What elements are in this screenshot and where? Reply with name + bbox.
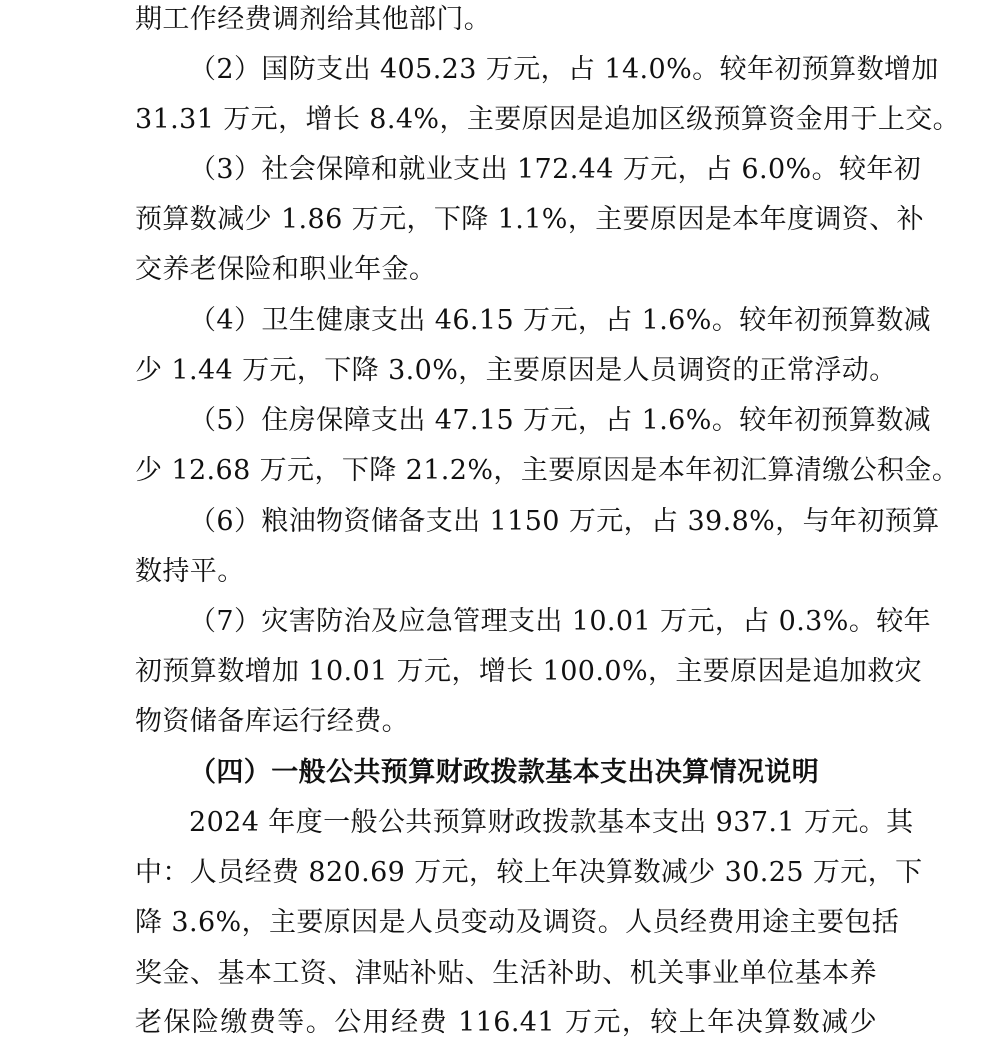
text-line: 老保险缴费等。公用经费 116.41 万元，较上年决算数减少 [135, 1007, 877, 1038]
text-line: 少 12.68 万元，下降 21.2%，主要原因是本年初汇算清缴公积金。 [135, 455, 960, 486]
text-line: 降 3.6%，主要原因是人员变动及调资。人员经费用途主要包括 [135, 907, 900, 938]
text-line: 少 1.44 万元，下降 3.0%，主要原因是人员调资的正常浮动。 [135, 355, 897, 386]
section-heading: （四）一般公共预算财政拨款基本支出决算情况说明 [189, 757, 820, 788]
text-line: 期工作经费调剂给其他部门。 [135, 4, 492, 35]
text-line: 奖金、基本工资、津贴补贴、生活补助、机关事业单位基本养 [135, 958, 877, 989]
text-line: （6）粮油物资储备支出 1150 万元，占 39.8%，与年初预算 [189, 506, 940, 537]
text-line: 数持平。 [135, 556, 245, 587]
text-line: （3）社会保障和就业支出 172.44 万元，占 6.0%。较年初 [189, 154, 922, 185]
text-line: 31.31 万元，增长 8.4%，主要原因是追加区级预算资金用于上交。 [135, 104, 961, 135]
text-line: 交养老保险和职业年金。 [135, 254, 437, 285]
text-line: 2024 年度一般公共预算财政拨款基本支出 937.1 万元。其 [189, 807, 914, 838]
text-line: （2）国防支出 405.23 万元，占 14.0%。较年初预算数增加 [189, 54, 939, 85]
text-line: （4）卫生健康支出 46.15 万元，占 1.6%。较年初预算数减 [189, 305, 932, 336]
text-line: 预算数减少 1.86 万元，下降 1.1%，主要原因是本年度调资、补 [135, 204, 925, 235]
text-line: 中：人员经费 820.69 万元，较上年决算数减少 30.25 万元，下 [135, 857, 923, 888]
text-line: （5）住房保障支出 47.15 万元，占 1.6%。较年初预算数减 [189, 405, 932, 436]
text-line: 初预算数增加 10.01 万元，增长 100.0%，主要原因是追加救灾 [135, 656, 922, 687]
text-line: 物资储备库运行经费。 [135, 706, 409, 737]
text-line: （7）灾害防治及应急管理支出 10.01 万元，占 0.3%。较年 [189, 606, 932, 637]
